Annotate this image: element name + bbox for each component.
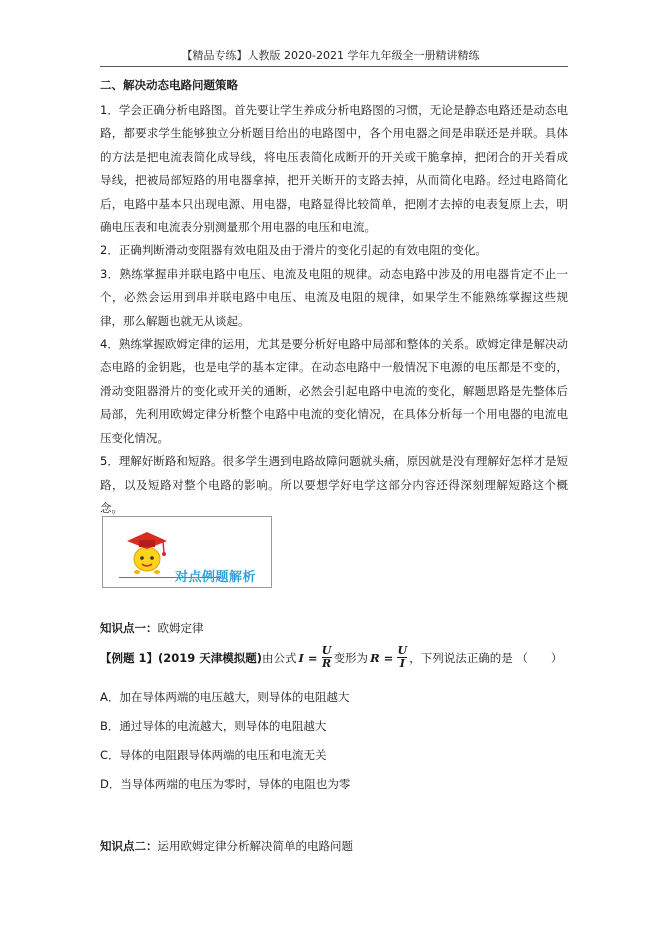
fraction-numerator-2: U [397,644,408,657]
graduate-mascot-icon [117,523,177,581]
banner-title: 对点例题解析 [175,570,257,585]
formula-fraction-u-over-i [397,645,407,670]
paragraph-1: 1．学会正确分析电路图。首先要让学生养成分析电路图的习惯，无论是静态电路还是动态电路，都要求学生能够独立分析题目给出的电路图中，各个用电器之间是串联还是并联。具体的方法是把电流表简化成导线，将电压表简化成断开的开关或干脆拿掉，把闭合的开关看成导线，把被局部短路的用电器拿掉，把开关断开的支路去掉，从而简化电路。经过电路简化后，电路中基本只出现电源、用电器，电路显得比较简单，把刚才去掉的电表复原上去，明确电压表和电流表分别测量那个用电器的电压和电流。 [100,103,568,235]
formula-fraction-u-over-r [322,645,332,670]
option-b: B．通过导体的电流越大，则导体的电阻越大 [100,719,327,733]
formula-var-i: I [298,650,304,665]
fraction-denominator: R [321,657,332,670]
header-rule [100,66,568,67]
example-text-1: 由公式 [262,650,297,665]
formula-equals: = [307,650,318,665]
knowledge-point-1-label: 知识点一： [100,621,158,635]
example-text-2: 变形为 [333,650,369,665]
option-d: D．当导体两端的电压为零时，导体的电阻也为零 [100,777,351,791]
example-banner [102,516,272,588]
option-a: A．加在导体两端的电压越大，则导体的电阻越大 [100,690,350,704]
fraction-denominator-2: I [399,657,405,670]
knowledge-point-2 [100,838,353,854]
section-title: 二、解决动态电路问题策略 [100,78,238,92]
paragraph-3: 3．熟练掌握串并联电路中电压、电流及电阻的规律。动态电路中涉及的用电器肯定不止一个，必然会运用到串并联电路中电压、电流及电阻的规律，如果学生不能熟练掌握这些规律，那么解题也就无从谈起。 [100,266,568,328]
knowledge-point-1 [100,620,204,636]
formula-equals-2: = [383,650,394,665]
knowledge-point-2-label: 知识点二： [100,839,158,853]
knowledge-point-2-text: 运用欧姆定律分析解决简单的电路问题 [157,839,353,853]
knowledge-point-1-text: 欧姆定律 [157,621,204,635]
example-text-3: ，下列说法正确的是 （ ） [409,650,563,665]
option-c: C．导体的电阻跟导体两端的电压和电流无关 [100,748,327,762]
example-tag: 【例题 1】(2019 天津模拟题) [100,650,263,665]
paragraph-2: 2．正确判断滑动变阻器有效电阻及由于滑片的变化引起的有效电阻的变化。 [100,243,487,258]
fraction-numerator: U [321,644,332,657]
page-header: 【精品专练】人教版 2020-2021 学年九年级全一册精讲精练 [181,49,480,62]
paragraph-4: 4．熟练掌握欧姆定律的运用，尤其是要分析好电路中局部和整体的关系。欧姆定律是解决动态电路的金钥匙，也是电学的基本定律。在动态电路中一般情况下电源的电压都是不变的，滑动变阻器滑片的变化或开关的通断，必然会引起电路中电流的变化，解题思路是先整体后局部，先利用欧姆定律分析整个电路中电流的变化情况，在具体分析每一个用电器的电流电压变化情况。 [100,337,568,445]
formula-var-r: R [370,650,380,665]
example-question [100,645,562,670]
paragraph-5: 5．理解好断路和短路。很多学生遇到电路故障问题就头痛，原因就是没有理解好怎样才是短路，以及短路对整个电路的影响。所以要想学好电学这部分内容还得深刻理解短路这个概念。 [100,454,568,515]
main-content [100,73,568,520]
